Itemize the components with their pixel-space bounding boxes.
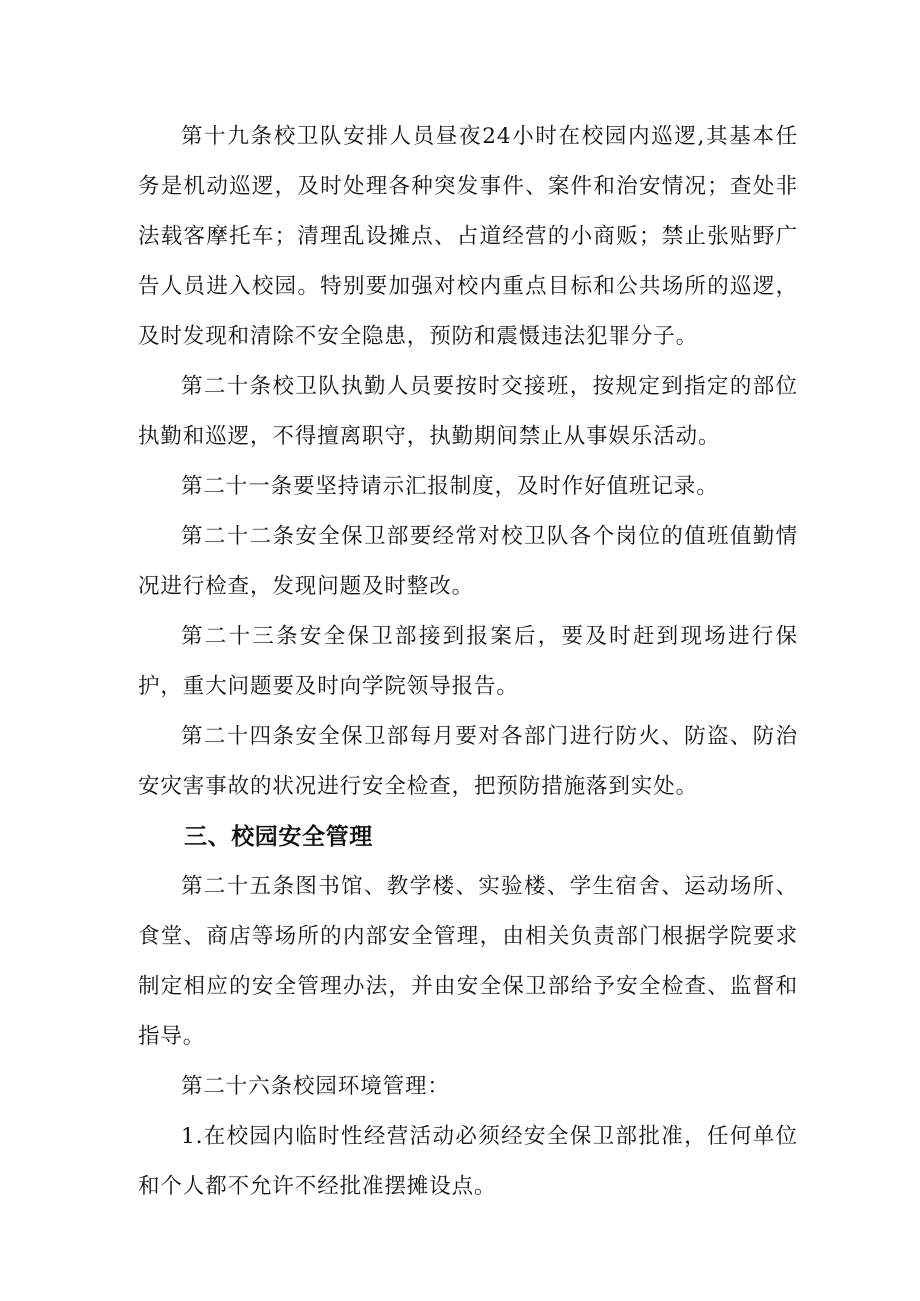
- article-20-paragraph: 第二十条校卫队执勤人员要按时交接班，按规定到指定的部位执勤和巡逻，不得擅离职守，执勤期间禁止从事娱乐活动。: [138, 374, 798, 449]
- article-19-paragraph: 第十九条校卫队安排人员昼夜24小时在校园内巡逻,其基本任务是机动巡逻，及时处理各种突发事件、案件和治安情况；查处非法载客摩托车；清理乱设摊点、占道经营的小商贩；禁止张贴野广告人员进入校园。特别要加强对校内重点目标和公共场所的巡逻，及时发现和清除不安全隐患，预防和震慑违法犯罪分子。: [138, 124, 798, 349]
- article-25-paragraph: 第二十五条图书馆、教学楼、实验楼、学生宿舍、运动场所、食堂、商店等场所的内部安全管理，由相关负责部门根据学院要求制定相应的安全管理办法，并由安全保卫部给予安全检查、监督和指导。: [138, 874, 798, 1049]
- article-21-paragraph: 第二十一条要坚持请示汇报制度，及时作好值班记录。: [181, 474, 719, 499]
- article-23-paragraph: 第二十三条安全保卫部接到报案后，要及时赶到现场进行保护，重大问题要及时向学院领导报告。: [138, 624, 798, 699]
- article-26-paragraph: 第二十六条校园环境管理：: [181, 1074, 450, 1099]
- section-heading: 三、校园安全管理: [184, 824, 373, 850]
- article-22-paragraph: 第二十二条安全保卫部要经常对校卫队各个岗位的值班值勤情况进行检查，发现问题及时整改。: [138, 524, 798, 599]
- document-body: [138, 112, 798, 1212]
- article-26-item-1-paragraph: 1.在校园内临时性经营活动必须经安全保卫部批准，任何单位和个人都不允许不经批准摆摊设点。: [138, 1124, 798, 1199]
- article-24-paragraph: 第二十四条安全保卫部每月要对各部门进行防火、防盗、防治安灾害事故的状况进行安全检查，把预防措施落到实处。: [138, 724, 798, 799]
